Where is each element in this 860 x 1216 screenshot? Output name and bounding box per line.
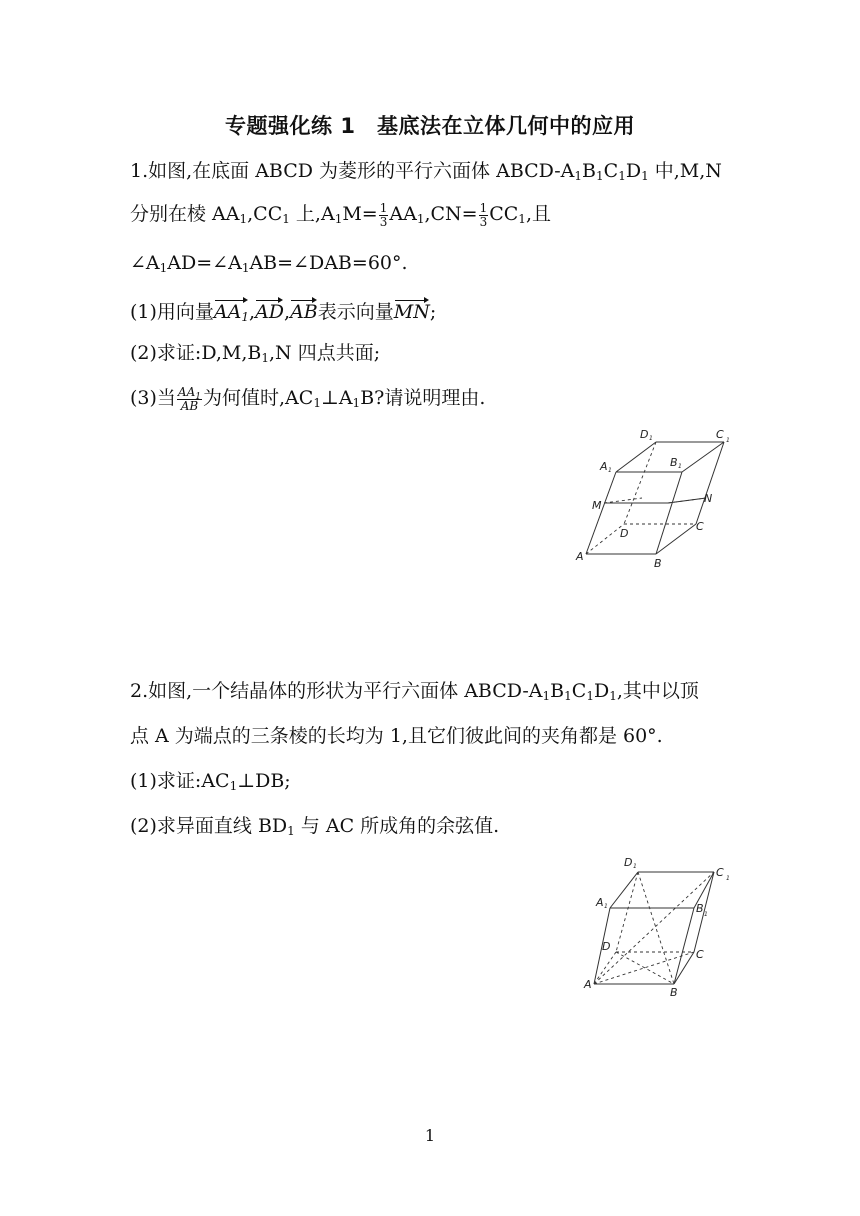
label-n: N <box>704 492 713 505</box>
label-d: D <box>602 940 611 953</box>
problem-1-line-2: 分别在棱 $AA_1,CC_1$ 上$,A_1M=$ $\frac{1}{3}$ $AA_1,CN=$ $\frac{1}{3}$ $CC_1$,且 <box>130 201 551 229</box>
page-number: 1 <box>424 1126 436 1145</box>
label-d: D <box>620 527 629 540</box>
svg-text:1: 1 <box>633 863 637 870</box>
svg-text:1: 1 <box>726 437 730 444</box>
label-a: A <box>576 550 584 563</box>
svg-text:1: 1 <box>608 467 612 474</box>
problem-2-question-1: (1)求证$:AC_1\perp DB$; <box>130 770 291 793</box>
vector-mn: MN <box>394 297 430 324</box>
problem-2-question-2: (2)求异面直线 $BD_1$ 与 AC 所成角的余弦值. <box>130 815 500 838</box>
label-b: B <box>654 557 662 570</box>
label-a: A <box>584 978 592 991</box>
problem-2-line-1: 2.如图,一个结晶体的形状为平行六面体 ABCD-$A_1B_1C_1D_1$,其中以顶 <box>130 680 699 703</box>
label-d1: D <box>640 428 649 441</box>
problem-1-line-3: $\angle A_1AD=\angle A_1AB=\angle DAB=60^\circ$. <box>130 252 408 275</box>
vector-ad: AD <box>255 297 284 324</box>
label-c1: C <box>716 428 724 441</box>
problem-1-line-1: 1.如图,在底面 ABCD 为菱形的平行六面体 ABCD-$A_1B_1C_1D_1$ 中,M,N <box>130 160 722 183</box>
problem-1-question-3: (3)当 $\frac{AA_1}{AB}$ 为何值时$,AC_1\perp A_1B$?请说明理由. <box>130 385 486 413</box>
problem-2-line-2: 点 A 为端点的三条棱的长均为 1,且它们彼此间的夹角都是 60°. <box>130 725 663 747</box>
label-a1: A <box>596 896 604 909</box>
label-c: C <box>696 520 704 533</box>
problem-1-question-2: (2)求证$:D,M,B_1,N$ 四点共面; <box>130 342 381 365</box>
figure-1-parallelepiped <box>570 420 770 580</box>
problem-1-question-1: (1)用向量$AA_1,AD,AB$表示向量MN; <box>130 297 436 324</box>
label-c: C <box>696 948 704 961</box>
label-a1: A <box>600 460 608 473</box>
label-b: B <box>670 986 678 999</box>
figure-2-crystal-parallelepiped <box>578 848 738 1003</box>
label-m: M <box>592 499 602 512</box>
fraction-aa1-over-ab: $\frac{AA_1}{AB}$ <box>177 385 201 413</box>
svg-text:1: 1 <box>678 463 682 470</box>
label-d1: D <box>624 856 633 869</box>
label-b1: B <box>696 902 704 915</box>
label-b1: B <box>670 456 678 469</box>
vector-ab: AB <box>290 297 318 324</box>
svg-text:1: 1 <box>704 911 708 918</box>
svg-text:1: 1 <box>649 435 653 442</box>
vector-aa1: $AA_1$ <box>214 297 249 324</box>
fraction-one-third: $\frac{1}{3}$ <box>379 201 388 229</box>
svg-text:1: 1 <box>604 903 608 910</box>
page-title: 专题强化练 1 基底法在立体几何中的应用 <box>225 114 635 138</box>
label-c1: C <box>716 866 724 879</box>
svg-text:1: 1 <box>726 875 730 882</box>
fraction-one-third: $\frac{1}{3}$ <box>479 201 488 229</box>
